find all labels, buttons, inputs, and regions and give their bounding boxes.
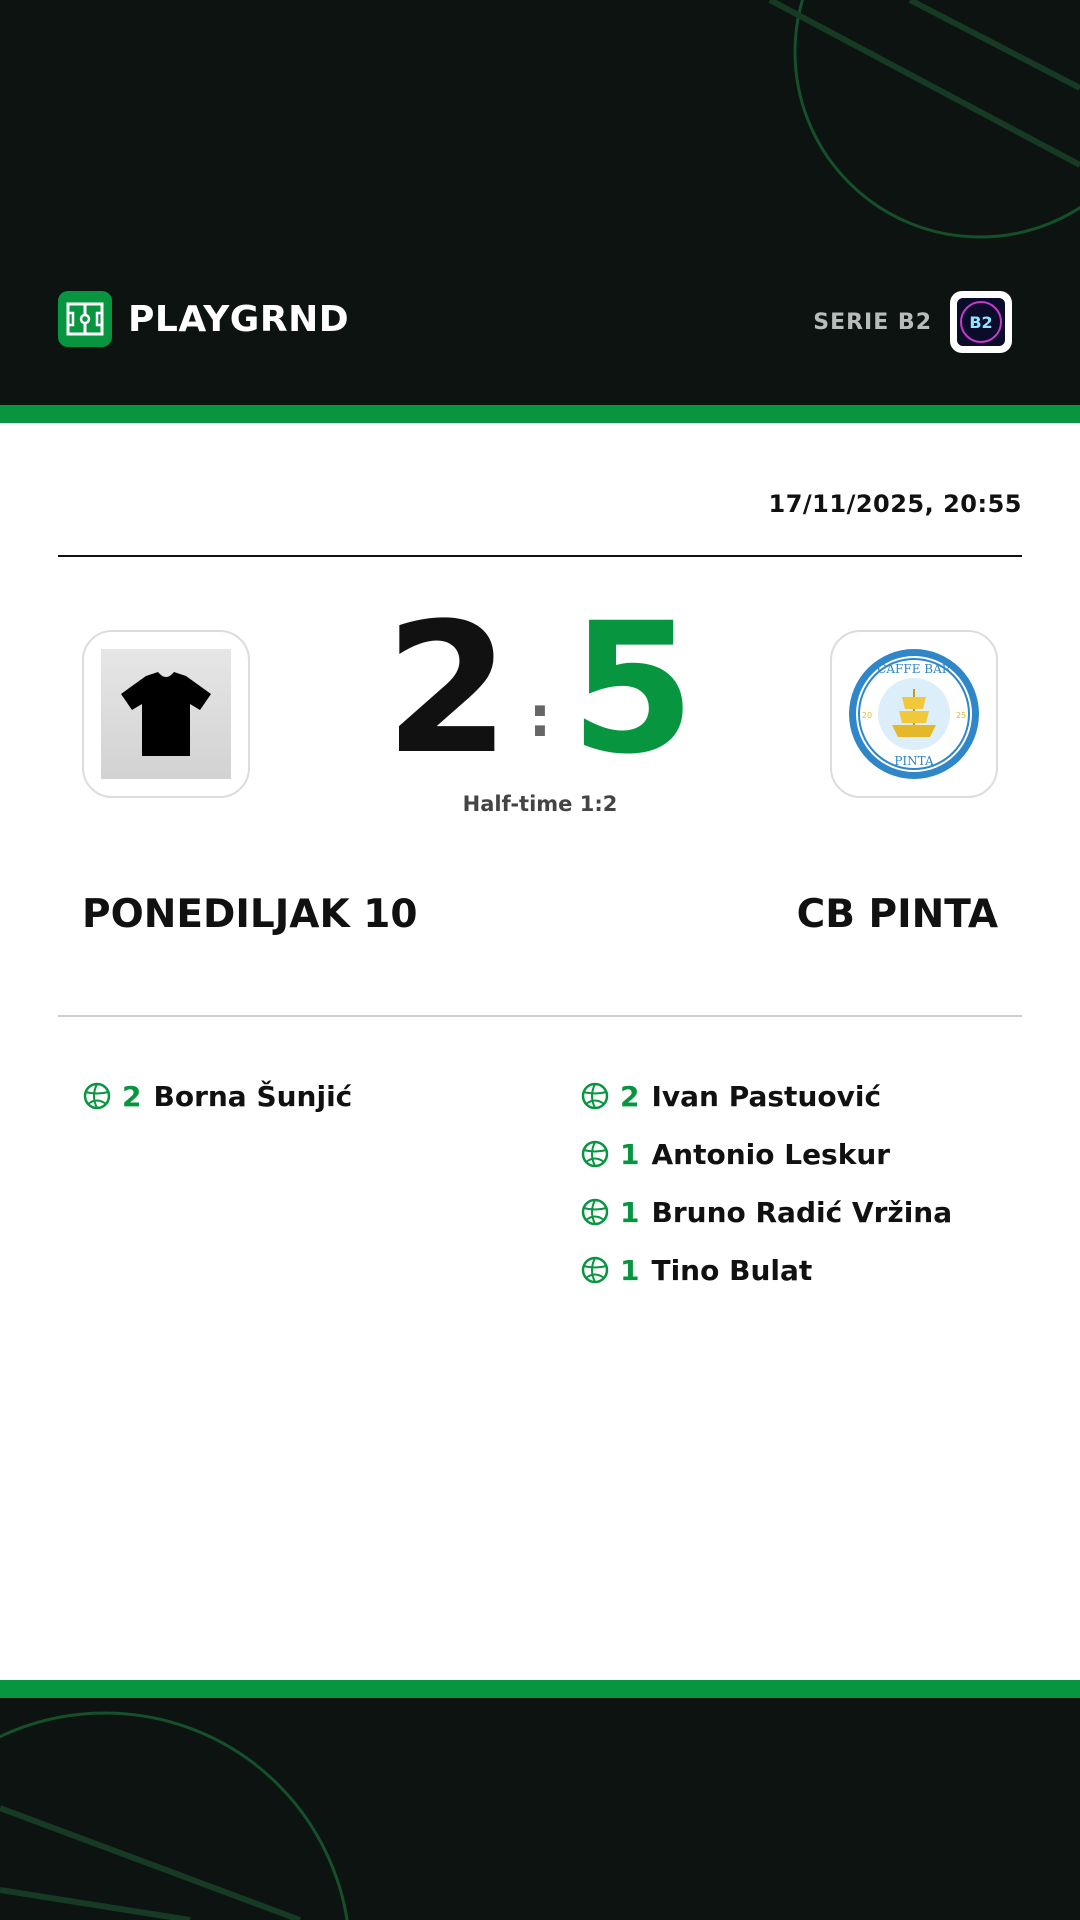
footer — [0, 1698, 1080, 1920]
goal-count: 2 — [122, 1079, 142, 1113]
scorer-name: Bruno Radić Vržina — [651, 1195, 953, 1229]
divider — [58, 555, 1022, 557]
scorer-row — [580, 1183, 952, 1241]
scorer-name: Borna Šunjić — [153, 1079, 353, 1113]
goal-count: 1 — [620, 1195, 640, 1229]
football-icon — [82, 1081, 112, 1111]
scorer-row — [580, 1125, 952, 1183]
away-score: 5 — [570, 585, 696, 794]
shirt-icon — [101, 649, 231, 779]
league-info[interactable] — [813, 291, 1012, 353]
home-scorers-list — [82, 1067, 352, 1125]
scorer-name: Tino Bulat — [651, 1253, 813, 1287]
scorer-row — [580, 1241, 952, 1299]
accent-stripe-top — [0, 405, 1080, 423]
away-crest-emblem — [847, 647, 981, 781]
accent-stripe-bottom — [0, 1680, 1080, 1698]
scorer-row — [580, 1067, 952, 1125]
football-icon — [580, 1197, 610, 1227]
football-icon — [580, 1081, 610, 1111]
league-name: SERIE B2 — [813, 309, 932, 335]
footer-pitch-lines — [0, 1698, 1080, 1920]
crest-top-text: CAFFE BAR — [877, 662, 951, 676]
goal-count: 2 — [620, 1079, 640, 1113]
crest-right-year: 25 — [955, 711, 967, 720]
divider — [58, 1015, 1022, 1017]
scorer-name: Antonio Leskur — [651, 1137, 891, 1171]
scorer-name: Ivan Pastuović — [651, 1079, 882, 1113]
header — [0, 0, 1080, 405]
crest-bottom-text: PINTA — [894, 754, 934, 768]
away-team-crest[interactable] — [830, 630, 998, 798]
crest-left-year: 20 — [861, 711, 873, 720]
brand[interactable] — [58, 291, 349, 347]
goal-count: 1 — [620, 1137, 640, 1171]
league-badge-text: B2 — [969, 313, 993, 332]
pitch-icon — [58, 291, 112, 347]
goal-count: 1 — [620, 1253, 640, 1287]
home-team-name: PONEDILJAK 10 — [82, 892, 418, 937]
football-icon — [580, 1255, 610, 1285]
scorer-row — [82, 1067, 352, 1125]
home-score: 2 — [384, 585, 510, 794]
league-badge — [950, 291, 1012, 353]
match-datetime: 17/11/2025, 20:55 — [768, 490, 1022, 518]
brand-name: PLAYGRND — [128, 298, 350, 340]
home-team-crest[interactable] — [82, 630, 250, 798]
away-scorers-list — [580, 1067, 952, 1299]
away-team-name: CB PINTA — [796, 892, 998, 937]
score-separator: : — [528, 685, 552, 750]
scoreboard — [340, 585, 740, 794]
halftime-score: Half-time 1:2 — [462, 792, 618, 816]
football-icon — [580, 1139, 610, 1169]
